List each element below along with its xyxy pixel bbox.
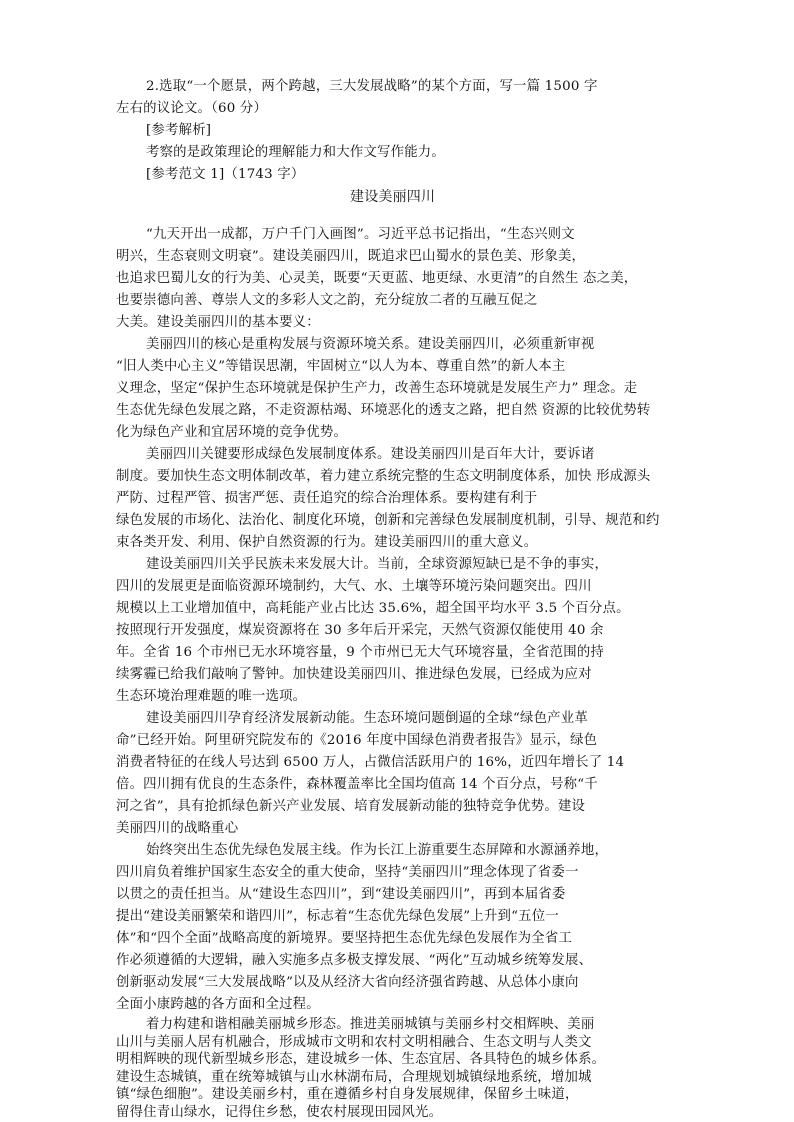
essay-line: 消费者特征的在线人号达到 6500 万人，占微信活跃用户的 16%，近四年增长了 14 bbox=[116, 755, 625, 770]
essay-line: 严防、过程严管、损害严惩、责任追究的综合治理体系。要构建有利于 bbox=[116, 491, 538, 506]
essay-line: 山川与美丽人居有机融合，形成城市文明和农村文明相融合、生态文明与人类文 bbox=[116, 1034, 592, 1050]
essay-line: 生态环境治理难题的唯一选项。 bbox=[116, 689, 307, 704]
essay-line: 四川肩负着维护国家生态安全的重大使命，坚持“美丽四川”理念体现了省委一 bbox=[116, 865, 579, 880]
essay-line: 明相辉映的现代新型城乡形态，建设城乡一体、生态宜居、各具特色的城乡体系。 bbox=[116, 1052, 606, 1067]
essay-line: 建设生态城镇，重在统筹城镇与山水林湖布局，合理规划城镇绿地系统，增加城 bbox=[116, 1069, 592, 1085]
essay-line: 作必须遵循的大逻辑，融入实施多点多极支撑发展、“两化”互动城乡统筹发展、 bbox=[116, 953, 593, 968]
essay-line: 四川的发展更是面临资源环境制约，大气、水、土壤等环境污染问题突出。四川 bbox=[116, 579, 592, 594]
essay-line: 续雾霾已给我们敲响了警钟。加快建设美丽四川、推进绿色发展，已经成为应对 bbox=[116, 667, 592, 682]
essay-line: 也要崇德向善、尊崇人文的多彩人文之韵，充分绽放二者的互融互促之 bbox=[116, 293, 538, 308]
question-line: 2.选取“一个愿景，两个跨越，三大发展战略”的某个方面，写一篇 1500 字 bbox=[146, 79, 598, 94]
essay-line: 以贯之的责任担当。从“建设生态四川”，到“建设美丽四川”，再到本届省委 bbox=[116, 887, 566, 902]
analysis-text: 考察的是政策理论的理解能力和大作文写作能力。 bbox=[146, 145, 445, 160]
essay-title: 建设美丽四川 bbox=[350, 189, 436, 205]
essay-line: 体”和“四个全面”战略高度的新境界。要坚持把生态优先绿色发展作为全省工 bbox=[116, 931, 573, 946]
essay-line: 美丽四川的战略重心 bbox=[116, 821, 239, 836]
essay-line: 生态优先绿色发展之路，不走资源枯竭、环境恶化的透支之路，把自然 资源的比较优势转 bbox=[116, 403, 651, 418]
essay-line: 河之省”，具有抢抓绿色新兴产业发展、培育发展新动能的独特竞争优势。建设 bbox=[116, 799, 586, 814]
essay-line: 也追求巴蜀儿女的行为美、心灵美，既要“天更蓝、地更绿、水更清”的自然生 态之美， bbox=[116, 271, 638, 286]
essay-line: 提出“建设美丽繁荣和谐四川”，标志着“生态优先绿色发展”上升到“五位一 bbox=[116, 909, 559, 924]
essay-line: 制度。要加快生态文明体制改革，着力建立系统完整的生态文明制度体系，加快 形成源头 bbox=[116, 469, 651, 484]
question-line: 左右的议论文。（60 分） bbox=[116, 101, 268, 116]
essay-line: 建设美丽四川孕育经济发展新动能。生态环境问题倒逼的全球“绿色产业革 bbox=[146, 711, 588, 726]
essay-line: 命”已经开始。阿里研究院发布的《2016 年度中国绿色消费者报告》显示，绿色 bbox=[116, 733, 598, 748]
essay-line: 始终突出生态优先绿色发展主线。作为长江上游重要生态屏障和水源涵养地， bbox=[146, 843, 609, 858]
essay-line: 倍。四川拥有优良的生态条件，森林覆盖率比全国均值高 14 个百分点，号称“千 bbox=[116, 777, 598, 792]
essay-line: 绿色发展的市场化、法治化、制度化环境，创新和完善绿色发展制度机制，引导、规范和约 bbox=[116, 513, 660, 528]
essay-line: 建设美丽四川关乎民族未来发展大计。当前，全球资源短缺已是不争的事实， bbox=[146, 557, 609, 572]
essay-line: 年。全省 16 个市州已无水环境容量，9 个市州已无大气环境容量，全省范围的持 bbox=[116, 645, 605, 660]
essay-line: 束各类开发、利用、保护自然资源的行为。建设美丽四川的重大意义。 bbox=[116, 535, 538, 550]
sample-label: [参考范文 1]（1743 字） bbox=[146, 167, 305, 182]
essay-line: 规模以上工业增加值中，高耗能产业占比达 35.6%，超全国平均水平 3.5 个百分点。 bbox=[116, 601, 630, 616]
essay-line: 镇“绿色细胞”。建设美丽乡村，重在遵循乡村自身发展规律，保留乡土味道， bbox=[116, 1087, 579, 1102]
essay-line: “旧人类中心主义”等错误思潮，牢固树立“以人为本、尊重自然”的新人本主 bbox=[116, 359, 566, 374]
essay-line: 着力构建和谐相融美丽城乡形态。推进美丽城镇与美丽乡村交相辉映、美丽 bbox=[146, 1017, 595, 1032]
essay-line: 创新驱动发展“三大发展战略”以及从经济大省向经济强省跨越、从总体小康向 bbox=[116, 975, 579, 990]
essay-line: “九天开出一成都，万户千门入画图”。习近平总书记指出，“生态兴则文 bbox=[146, 227, 575, 242]
essay-line: 美丽四川关键要形成绿色发展制度体系。建设美丽四川是百年大计，要诉诸 bbox=[146, 447, 595, 462]
essay-line: 义理念，坚定“保护生态环境就是保护生产力，改善生态环境就是发展生产力” 理念。走 bbox=[116, 381, 638, 396]
essay-line: 明兴，生态衰则文明衰”。建设美丽四川，既追求巴山蜀水的景色美、形象美， bbox=[116, 249, 586, 264]
analysis-label: [参考解析] bbox=[146, 123, 212, 138]
essay-line: 化为绿色产业和宜居环境的竞争优势。 bbox=[116, 425, 348, 440]
essay-line: 大美。建设美丽四川的基本要义： bbox=[116, 315, 320, 330]
essay-line: 留得住青山绿水，记得住乡愁，使农村展现田园风光。 bbox=[116, 1104, 443, 1120]
essay-line: 按照现行开发强度，煤炭资源将在 30 多年后开采完，天然气资源仅能使用 40 余 bbox=[116, 623, 604, 638]
essay-line: 美丽四川的核心是重构发展与资源环境关系。建设美丽四川，必须重新审视 bbox=[146, 337, 595, 352]
essay-line: 全面小康跨越的各方面和全过程。 bbox=[116, 997, 320, 1012]
